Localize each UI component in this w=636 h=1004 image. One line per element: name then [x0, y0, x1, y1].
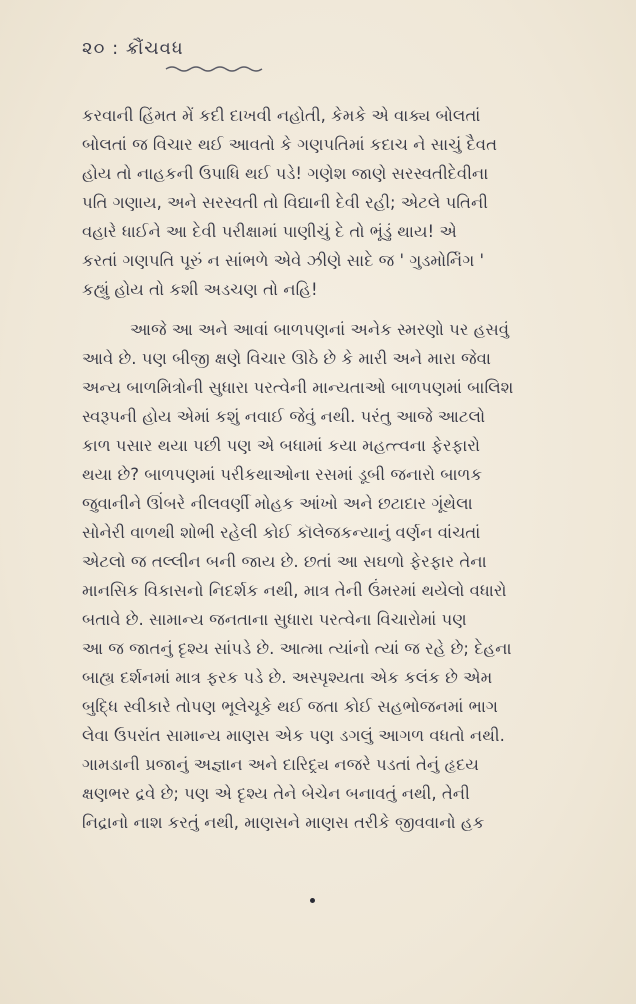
text-line: કરવાની હિંમત મેં કદી દાખવી નહોતી, કેમકે એ વાક્ય બોલતાં [82, 106, 481, 125]
running-head: ૨૦ : ક્રૌંચવધ [82, 38, 184, 59]
text-line: આવે છે. પણ બીજી ક્ષણે વિચાર ઊઠે છે કે મારી અને મારા જેવા [82, 349, 491, 368]
text-line: બુદ્ધિ સ્વીકારે તોપણ ભૂલેચૂકે થઈ જતા કોઈ સહભોજનમાં ભાગ [82, 697, 498, 716]
text-line: હોય તો નાહકની ઉપાધિ થઈ પડે! ગણેશ જાણે સરસ્વતીદેવીના [82, 164, 489, 183]
text-line: લેવા ઉપરાંત સામાન્ય માણસ એક પણ ડગલું આગળ વધતો નથી. [82, 726, 505, 745]
text-line: કરતાં ગણપતિ પૂરું ન સાંભળે એવે ઝીણે સાદે જ ' ગુડમોર્નિંગ ' [82, 251, 485, 270]
text-line: માનસિક વિકાસનો નિદર્શક નથી, માત્ર તેની ઉંમરમાં થયેલો વધારો [82, 581, 507, 600]
text-line: ક્ષણભર દ્રવે છે; પણ એ દૃશ્ય તેને બેચેન બનાવતું નથી, તેની [82, 784, 470, 803]
text-line: આજે આ અને આવાં બાળપણનાં અનેક સ્મરણો પર હસવું [130, 320, 509, 339]
text-line: અન્ય બાળમિત્રોની સુધારા પરત્વેની માન્યતાઓ બાળપણમાં બાલિશ [82, 378, 514, 397]
text-line: કાળ પસાર થયા પછી પણ એ બધામાં કયા મહત્ત્વના ફેરફારો [82, 436, 480, 455]
text-line: સ્વરૂપની હોય એમાં કશું નવાઈ જેવું નથી. પરંતુ આજે આટલો [82, 407, 486, 426]
ink-dot [310, 898, 315, 903]
text-line: કહ્યું હોય તો કશી અડચણ તો નહિ! [82, 280, 318, 299]
text-line: પતિ ગણાય, અને સરસ્વતી તો વિદ્યાની દેવી રહી; એટલે પતિની [82, 193, 488, 212]
text-line: આ જ જાતનું દૃશ્ય સાંપડે છે. આત્મા ત્યાંનો ત્યાં જ રહે છે; દેહના [82, 639, 512, 658]
text-line: બાહ્ય દર્શનમાં માત્ર ફરક પડે છે. અસ્પૃશ્યતા એક કલંક છે એમ [82, 668, 493, 687]
text-line: વહારે ધાઈને આ દેવી પરીક્ષામાં પાણીચું દે તો ભૂંડું થાય! એ [82, 222, 457, 241]
text-line: સોનેરી વાળથી શોભી રહેલી કોઈ કૉલેજકન્યાનું વર્ણન વાંચતાં [82, 523, 481, 542]
text-line: થયા છે? બાળપણમાં પરીકથાઓના રસમાં ડૂબી જનારો બાળક [82, 465, 483, 484]
text-line: ગામડાની પ્રજાનું અજ્ઞાન અને દારિદ્ર્ય નજરે પડતાં તેનું હૃદય [82, 755, 479, 774]
text-line: એટલો જ તલ્લીન બની જાય છે. છતાં આ સઘળો ફેરફાર તેના [82, 552, 487, 571]
wavy-ornament-icon [164, 64, 264, 74]
text-line: બતાવે છે. સામાન્ય જનતાના સુધારા પરત્વેના વિચારોમાં પણ [82, 610, 467, 629]
text-line: નિદ્રાનો નાશ કરતું નથી, માણસને માણસ તરીકે જીવવાનો હક [82, 813, 485, 832]
text-line: બોલતાં જ વિચાર થઈ આવતો કે ગણપતિમાં કદાચ ને સાચું દૈવત [82, 135, 498, 154]
text-line: જુવાનીને ઊંબરે નીલવર્ણી મોહક આંખો અને છટાદાર ગૂંથેલા [82, 494, 473, 513]
